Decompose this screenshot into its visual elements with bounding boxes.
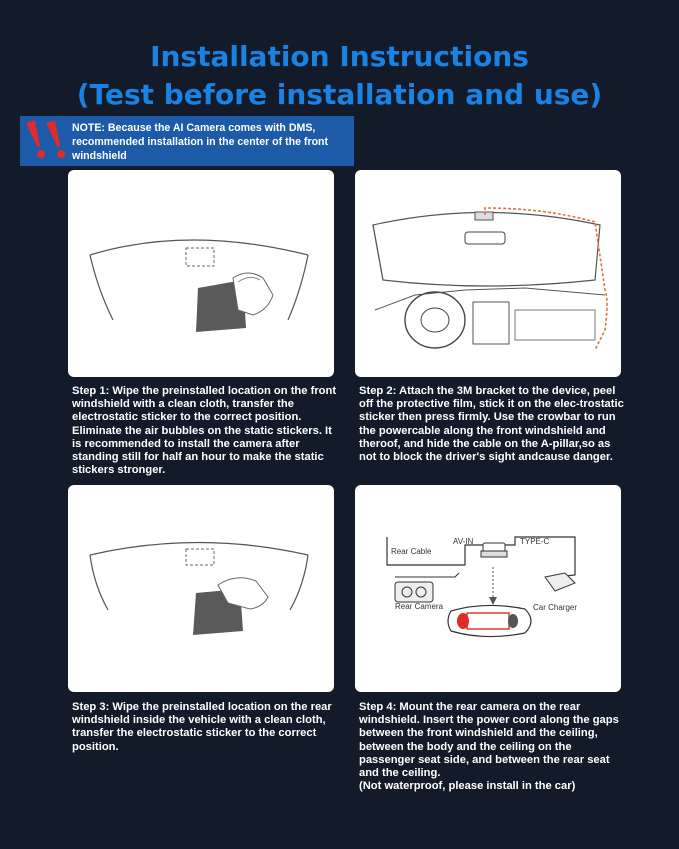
step2-illustration <box>355 170 621 377</box>
step3-illustration <box>68 485 334 692</box>
type-c-label: TYPE-C <box>520 537 550 546</box>
step4-text <box>359 701 627 793</box>
step2-text: Step 2: Attach the 3M bracket to the device, peel off the protective film, stick it on the elec-trostatic sticker then press firmly. Use the crowbar to run the powercable along the front windshield and theroof, and hide the cable on the A-pillar,so as not to block the driver's sight andcause danger. <box>359 385 624 464</box>
rear-cable-label: Rear Cable <box>391 547 432 556</box>
car-charger-label: Car Charger <box>533 603 578 612</box>
step4-diagram <box>355 485 621 692</box>
rear-camera-label: Rear Camera <box>395 602 444 611</box>
page-subtitle: (Test before installation and use) <box>76 78 603 111</box>
step4-note-text: (Not waterproof, please install in the car) <box>359 780 576 793</box>
note-banner <box>20 116 354 166</box>
double-exclamation-icon <box>22 118 74 164</box>
av-in-label: AV-IN <box>453 537 474 546</box>
page-title: Installation Instructions <box>150 40 529 73</box>
step3-text: Step 3: Wipe the preinstalled location on the rear windshield inside the vehicle with a clean cloth, transfer the electrostatic sticker to the correct position. <box>72 701 332 753</box>
step1-illustration <box>68 170 334 377</box>
step4-main-text: Step 4: Mount the rear camera on the rear windshield. Insert the power cord along the gaps between the front windshield and the ceiling, between the body and the ceiling on the passenger seat side, and between the rear seat and the ceiling. <box>359 701 619 780</box>
note-text: NOTE: Because the AI Camera comes with DMS, recommended installation in the center of the front windshield <box>72 122 329 162</box>
step1-text: Step 1: Wipe the preinstalled location on the front windshield with a clean cloth, transfer the electrostatic sticker to the correct position. Eliminate the air bubbles on the static stickers. It is recommended to install the camera after standing still for half an hour to make the static stickers stronger. <box>72 385 337 477</box>
